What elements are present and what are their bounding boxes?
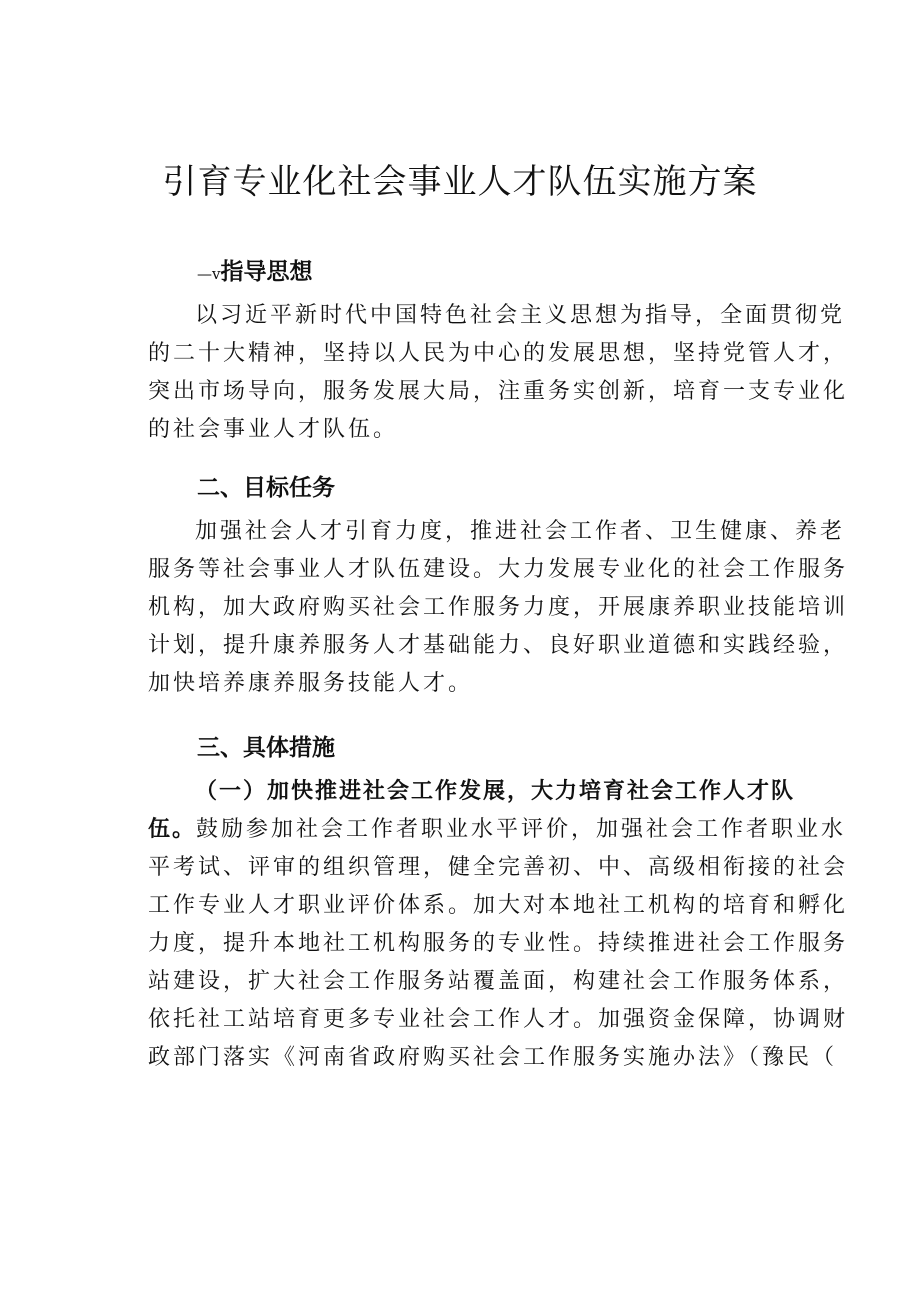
section-heading-text: 指导思想 [220,259,313,285]
section-mark: —v [197,265,221,283]
paragraph-line: 服务等社会事业人才队伍建设。大力发展专业化的社会工作服务 [148,557,849,582]
paragraph-line: 的二十大精神，坚持以人民为中心的发展思想，坚持党管人才， [148,341,849,366]
section-heading-1 [197,254,312,292]
section-3-paragraph [148,773,849,1077]
subsection-heading: （一）加快推进社会工作发展，大力培育社会工作人才队 [195,779,796,804]
paragraph-line: 政部门落实《河南省政府购买社会工作服务实施办法》（豫民（ [148,1045,838,1070]
paragraph-line: 鼓励参加社会工作者职业水平评价，加强社会工作者职业水 [196,817,847,842]
paragraph-line: 突出市场导向，服务发展大局，注重务实创新，培育一支专业化 [148,379,849,404]
paragraph-line: 加快培养康养服务技能人才。 [148,671,474,696]
section-1-paragraph [148,297,849,449]
paragraph-line: 站建设，扩大社会工作服务站覆盖面，构建社会工作服务体系， [148,969,849,994]
paragraph-line: 力度，提升本地社工机构服务的专业性。持续推进社会工作服务 [148,931,849,956]
paragraph-line: 机构，加大政府购买社会工作服务力度，开展康养职业技能培训 [148,595,849,620]
paragraph-line: 工作专业人才职业评价体系。加大对本地社工机构的培育和孵化 [148,893,849,918]
paragraph-line: 计划，提升康养服务人才基础能力、良好职业道德和实践经验， [148,633,849,658]
document-title: 引育专业化社会事业人才队伍实施方案 [162,162,758,202]
paragraph-line: 加强社会人才引育力度，推进社会工作者、卫生健康、养老 [195,519,846,544]
section-heading-2: 二、目标任务 [197,475,335,501]
section-2-paragraph [148,513,849,703]
paragraph-line: 的社会事业人才队伍。 [148,417,399,442]
section-heading-3: 三、具体措施 [197,735,335,761]
paragraph-line: 平考试、评审的组织管理，健全完善初、中、高级相衔接的社会 [148,855,849,880]
paragraph-line: 以习近平新时代中国特色社会主义思想为指导，全面贯彻党 [195,303,846,328]
subsection-heading-end: 伍。 [148,817,197,842]
paragraph-line: 依托社工站培育更多专业社会工作人才。加强资金保障，协调财 [148,1007,849,1032]
